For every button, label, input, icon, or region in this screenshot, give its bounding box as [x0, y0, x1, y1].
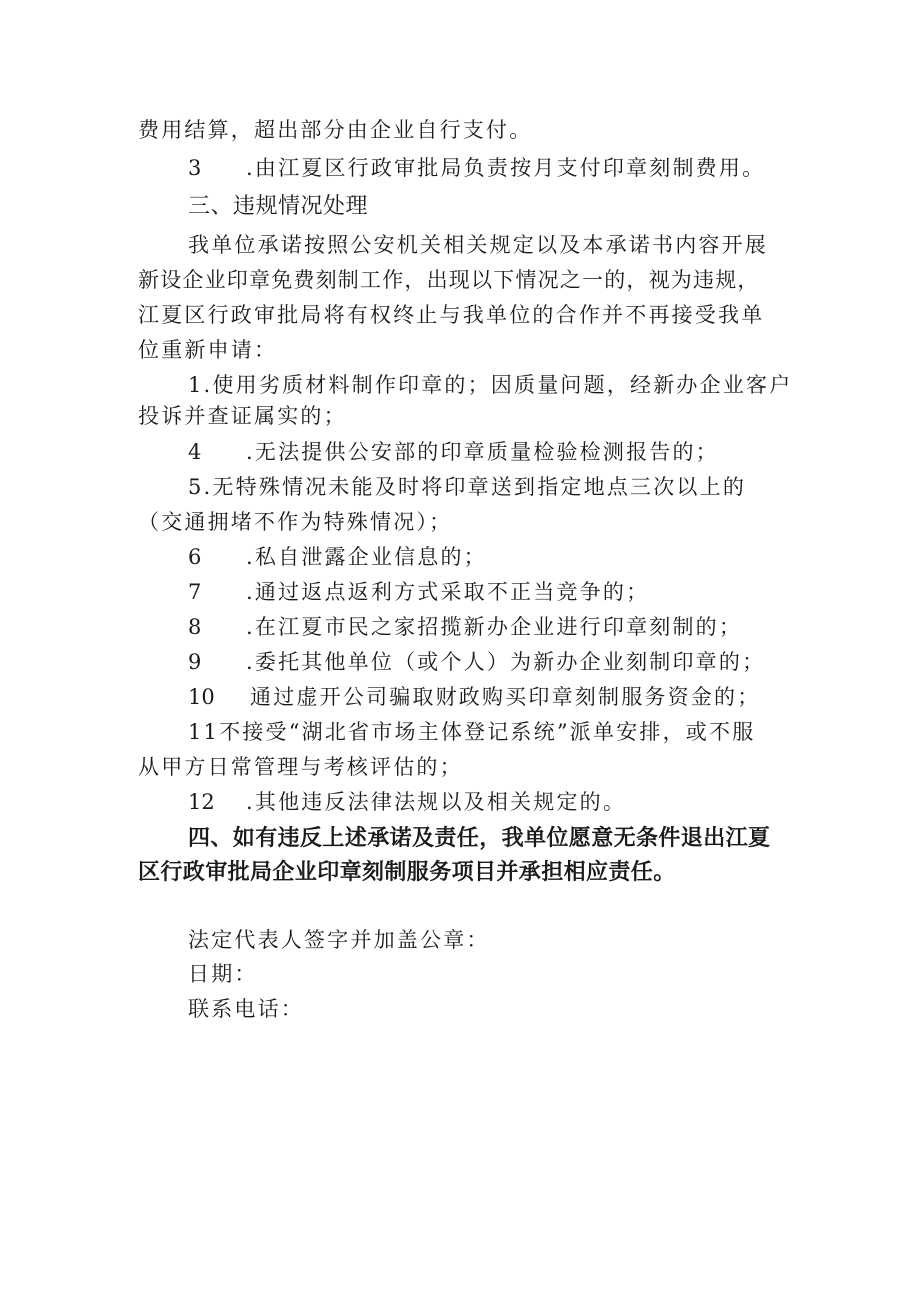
- violation-12: [188, 787, 788, 817]
- violation-7-text: .通过返点返利方式采取不正当竞争的；: [246, 580, 650, 604]
- signature-label: 法定代表人签字并加盖公章：: [188, 928, 490, 952]
- violation-8: [188, 612, 788, 642]
- violation-6-number: 6: [188, 545, 202, 569]
- para1-line3: 江夏区行政审批局将有权终止与我单位的合作并不再接受我单: [138, 303, 765, 327]
- violation-11-line1: 11不接受“湖北省市场主体登记系统”派单安排，或不服: [188, 720, 756, 744]
- violation-7-number: 7: [188, 580, 202, 604]
- item-3-number: 3: [188, 156, 202, 180]
- violation-6-text: .私自泄露企业信息的；: [246, 545, 487, 569]
- para1-line1: 我单位承诺按照公安机关相关规定以及本承诺书内容开展: [188, 233, 768, 257]
- violation-12-number: 12: [188, 790, 215, 814]
- violation-11-line2: 从甲方日常管理与考核评估的；: [138, 755, 463, 779]
- continued-line: 费用结算，超出部分由企业自行支付。: [138, 118, 533, 142]
- violation-8-number: 8: [188, 615, 202, 639]
- violation-10-text: 通过虚开公司骗取财政购买印章刻制服务资金的；: [250, 685, 761, 709]
- section-3-title: 三、违规情况处理: [188, 194, 369, 219]
- violation-9: [188, 647, 788, 677]
- violation-9-number: 9: [188, 650, 202, 674]
- violation-4-number: 4: [188, 440, 202, 464]
- date-label: 日期：: [188, 962, 258, 986]
- violation-10-number: 10: [188, 685, 215, 709]
- phone-label: 联系电话：: [188, 997, 304, 1021]
- violation-4: [188, 437, 788, 467]
- violation-8-text: .在江夏市民之家招揽新办企业进行印章刻制的；: [246, 615, 743, 639]
- violation-5-line2: （交通拥堵不作为特殊情况）；: [138, 510, 453, 534]
- item-3: [188, 153, 788, 183]
- section-4-line1: 四、如有违反上述承诺及责任，我单位愿意无条件退出江夏: [188, 826, 771, 851]
- violation-1-line1: 1.使用劣质材料制作印章的；因质量问题，经新办企业客户: [188, 373, 793, 397]
- violation-10: [188, 682, 788, 712]
- section-4-line2: 区行政审批局企业印章刻制服务项目并承担相应责任。: [138, 860, 676, 885]
- violation-5-line1: 5.无特殊情况未能及时将印章送到指定地点三次以上的: [188, 475, 747, 499]
- violation-4-text: .无法提供公安部的印章质量检验检测报告的；: [246, 440, 719, 464]
- item-3-text: .由江夏区行政审批局负责按月支付印章刻制费用。: [246, 156, 766, 180]
- violation-7: [188, 577, 788, 607]
- violation-9-text: .委托其他单位（或个人）为新办企业刻制印章的；: [246, 650, 766, 674]
- violation-1-line2: 投诉并查证属实的；: [138, 404, 347, 428]
- violation-6: [188, 542, 788, 572]
- para1-line2: 新设企业印章免费刻制工作，出现以下情况之一的，视为违规，: [138, 268, 760, 292]
- para1-line4: 位重新申请：: [138, 338, 278, 362]
- violation-12-text: .其他违反法律法规以及相关规定的。: [246, 790, 627, 814]
